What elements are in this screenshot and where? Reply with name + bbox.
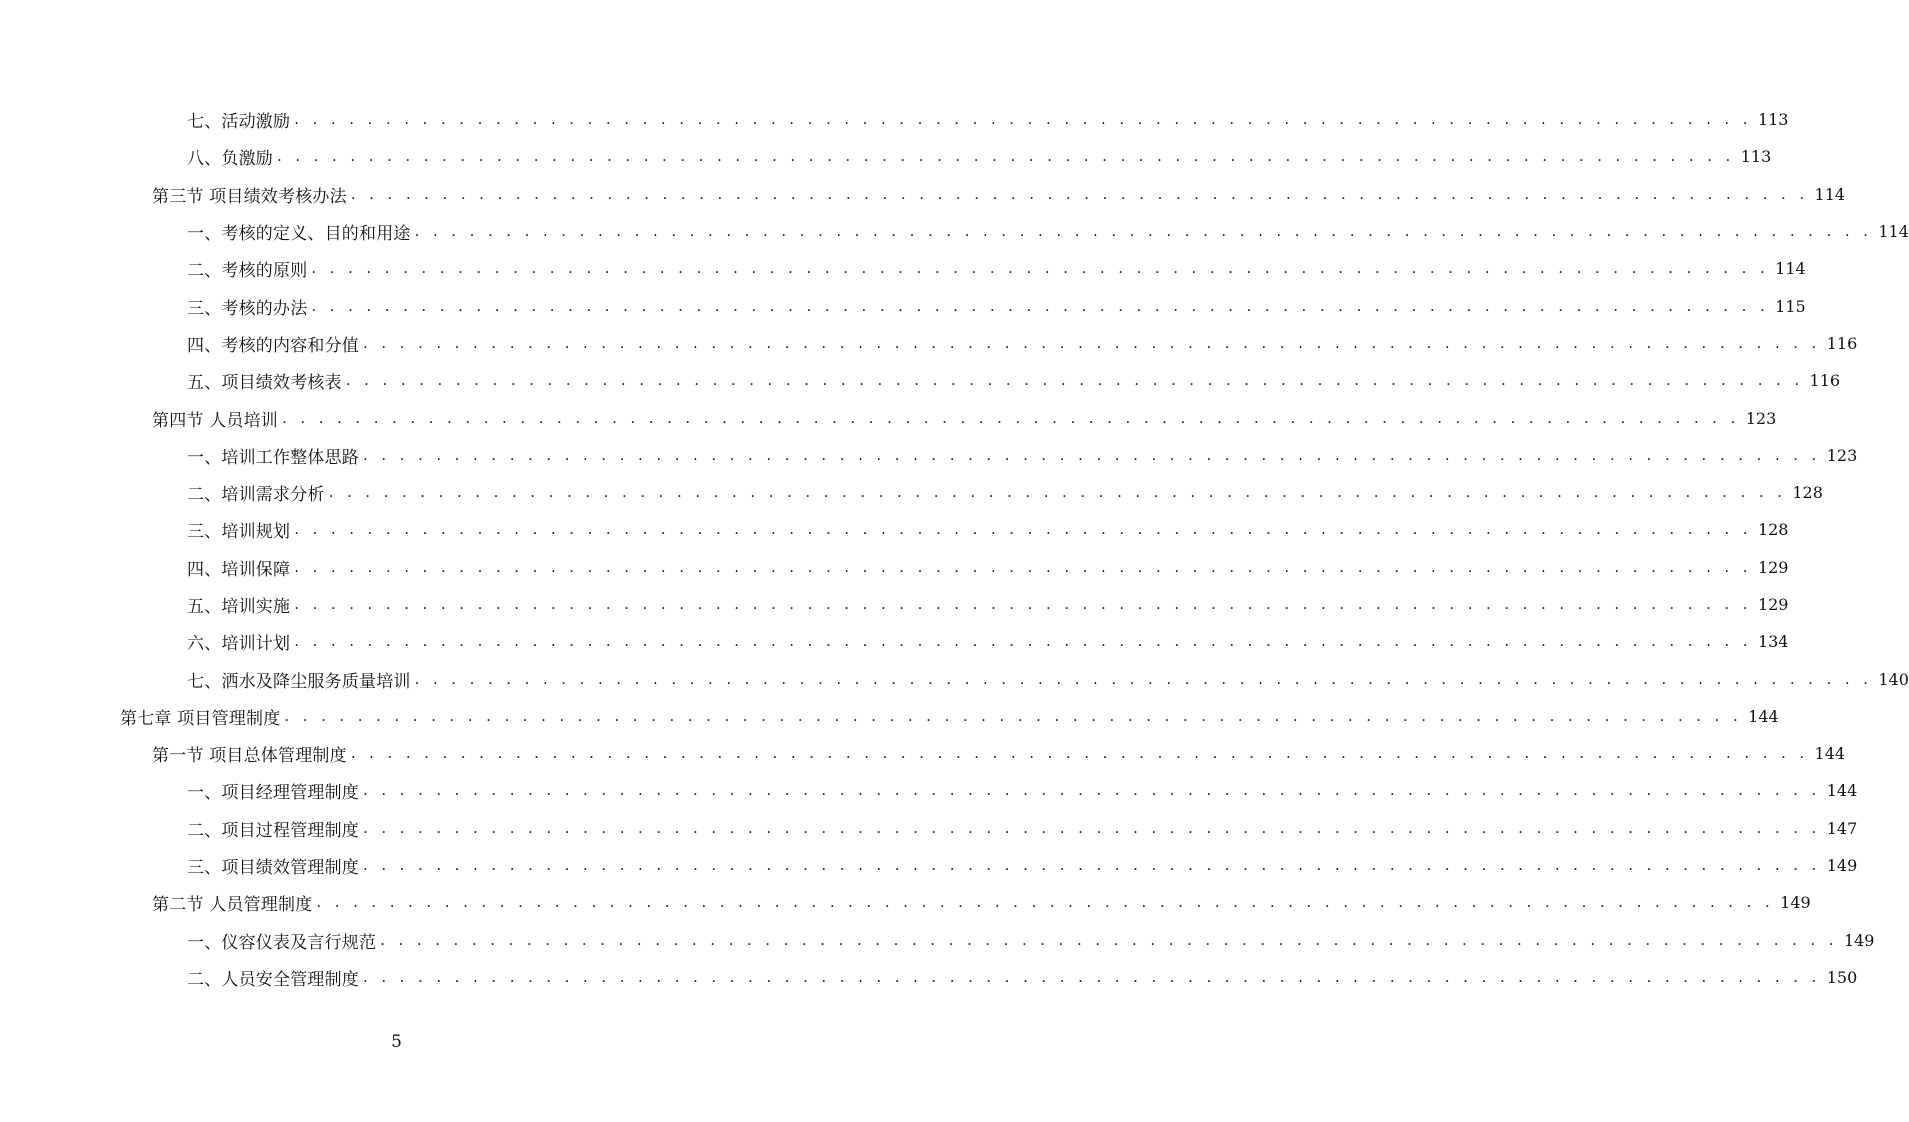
toc-entry-page: 150 xyxy=(1826,967,1858,987)
toc-dot-leader: . . . . . . . . . . . . . . . . . . . . . . . . . . . . . . . . . . . . . . . . . . . . . . . . . . . . . . . . . . . . . . . . . . . . . . . . . . . . . . . . xyxy=(311,259,1770,278)
toc-dot-leader: . . . . . . . . . . . . . . . . . . . . . . . . . . . . . . . . . . . . . . . . . . . . . . . . . . . . . . . . . . . . . . . . . . . . . . . . . . . . . . . . xyxy=(414,222,1873,241)
page-number: 5 xyxy=(391,1032,402,1052)
toc-entry[interactable] xyxy=(0,325,1858,362)
toc-dot-leader: . . . . . . . . . . . . . . . . . . . . . . . . . . . . . . . . . . . . . . . . . . . . . . . . . . . . . . . . . . . . . . . . . . . . . . . . . . . . . . . . xyxy=(284,706,1743,725)
toc-entry-page: 144 xyxy=(1748,706,1779,726)
toc-entry-title: 第一节 项目总体管理制度 xyxy=(152,746,347,767)
toc-entry-title: 一、仪容仪表及言行规范 xyxy=(187,932,377,953)
toc-entry-page: 116 xyxy=(1809,371,1841,391)
toc-entry[interactable] xyxy=(0,810,1858,847)
toc-entry[interactable] xyxy=(0,884,1811,921)
toc-entry[interactable] xyxy=(0,549,1789,586)
toc-entry[interactable] xyxy=(0,772,1858,809)
toc-dot-leader: . . . . . . . . . . . . . . . . . . . . . . . . . . . . . . . . . . . . . . . . . . . . . . . . . . . . . . . . . . . . . . . . . . . . . . . . . . . . . . . . xyxy=(380,930,1838,949)
toc-dot-leader: . . . . . . . . . . . . . . . . . . . . . . . . . . . . . . . . . . . . . . . . . . . . . . . . . . . . . . . . . . . . . . . . . . . . . . . . . . . . . . . . xyxy=(350,744,1809,763)
toc-entry[interactable] xyxy=(0,511,1789,548)
toc-dot-leader: . . . . . . . . . . . . . . . . . . . . . . . . . . . . . . . . . . . . . . . . . . . . . . . . . . . . . . . . . . . . . . . . . . . . . . . . . . . . . . . . xyxy=(363,818,1821,837)
toc-entry-title: 第四节 人员培训 xyxy=(152,410,279,431)
toc-entry-title: 四、培训保障 xyxy=(187,559,291,580)
toc-entry[interactable] xyxy=(0,213,1909,250)
toc-entry[interactable] xyxy=(0,623,1789,660)
toc-entry-title: 三、项目绩效管理制度 xyxy=(187,858,359,879)
toc-dot-leader: . . . . . . . . . . . . . . . . . . . . . . . . . . . . . . . . . . . . . . . . . . . . . . . . . . . . . . . . . . . . . . . . . . . . . . . . . . . . . . . . xyxy=(363,856,1821,875)
toc-entry-title: 一、培训工作整体思路 xyxy=(187,447,359,468)
table-of-contents xyxy=(0,101,1909,996)
toc-dot-leader: . . . . . . . . . . . . . . . . . . . . . . . . . . . . . . . . . . . . . . . . . . . . . . . . . . . . . . . . . . . . . . . . . . . . . . . . . . . . . . . . xyxy=(414,669,1873,688)
toc-entry-title: 六、培训计划 xyxy=(187,634,291,655)
toc-entry[interactable] xyxy=(0,250,1806,287)
toc-entry-page: 115 xyxy=(1775,296,1806,316)
toc-dot-leader: . . . . . . . . . . . . . . . . . . . . . . . . . . . . . . . . . . . . . . . . . . . . . . . . . . . . . . . . . . . . . . . . . . . . . . . . . . . . . . . . xyxy=(282,408,1740,427)
toc-entry[interactable] xyxy=(0,474,1823,511)
toc-dot-leader: . . . . . . . . . . . . . . . . . . . . . . . . . . . . . . . . . . . . . . . . . . . . . . . . . . . . . . . . . . . . . . . . . . . . . . . . . . . . . . . . xyxy=(363,333,1821,352)
toc-entry-title: 五、项目绩效考核表 xyxy=(187,373,342,394)
toc-entry-title: 三、培训规划 xyxy=(187,522,291,543)
toc-entry-title: 一、考核的定义、目的和用途 xyxy=(187,224,411,245)
toc-entry-title: 三、考核的办法 xyxy=(187,298,308,319)
toc-dot-leader: . . . . . . . . . . . . . . . . . . . . . . . . . . . . . . . . . . . . . . . . . . . . . . . . . . . . . . . . . . . . . . . . . . . . . . . . . . . . . . . . xyxy=(294,557,1752,576)
toc-entry-title: 八、负激励 xyxy=(187,149,273,170)
toc-entry[interactable] xyxy=(0,959,1858,996)
toc-dot-leader: . . . . . . . . . . . . . . . . . . . . . . . . . . . . . . . . . . . . . . . . . . . . . . . . . . . . . . . . . . . . . . . . . . . . . . . . . . . . . . . . xyxy=(316,893,1775,912)
toc-entry-page: 149 xyxy=(1780,893,1811,913)
toc-entry-page: 113 xyxy=(1757,110,1789,130)
toc-entry[interactable] xyxy=(0,660,1909,697)
toc-entry-page: 128 xyxy=(1757,520,1789,540)
toc-dot-leader: . . . . . . . . . . . . . . . . . . . . . . . . . . . . . . . . . . . . . . . . . . . . . . . . . . . . . . . . . . . . . . . . . . . . . . . . . . . . . . . . xyxy=(350,184,1809,203)
toc-entry-title: 二、人员安全管理制度 xyxy=(187,969,359,990)
toc-entry-title: 二、培训需求分析 xyxy=(187,485,325,506)
toc-entry-title: 第三节 项目绩效考核办法 xyxy=(152,186,347,207)
toc-entry[interactable] xyxy=(0,698,1779,735)
toc-entry[interactable] xyxy=(0,176,1846,213)
toc-entry-title: 五、培训实施 xyxy=(187,597,291,617)
toc-dot-leader: . . . . . . . . . . . . . . . . . . . . . . . . . . . . . . . . . . . . . . . . . . . . . . . . . . . . . . . . . . . . . . . . . . . . . . . . . . . . . . . . xyxy=(294,632,1752,651)
toc-entry-title: 第七章 项目管理制度 xyxy=(120,708,281,729)
toc-entry-page: 144 xyxy=(1814,744,1846,764)
toc-dot-leader: . . . . . . . . . . . . . . . . . . . . . . . . . . . . . . . . . . . . . . . . . . . . . . . . . . . . . . . . . . . . . . . . . . . . . . . . . . . . . . . . xyxy=(345,371,1804,390)
toc-dot-leader: . . . . . . . . . . . . . . . . . . . . . . . . . . . . . . . . . . . . . . . . . . . . . . . . . . . . . . . . . . . . . . . . . . . . . . . . . . . . . . . . xyxy=(277,147,1735,166)
toc-entry[interactable] xyxy=(0,138,1772,175)
toc-dot-leader: . . . . . . . . . . . . . . . . . . . . . . . . . . . . . . . . . . . . . . . . . . . . . . . . . . . . . . . . . . . . . . . . . . . . . . . . . . . . . . . . xyxy=(311,296,1770,315)
toc-entry-page: 149 xyxy=(1843,930,1875,950)
toc-entry-page: 144 xyxy=(1826,781,1858,801)
toc-entry-page: 128 xyxy=(1792,483,1823,503)
toc-entry-title: 二、考核的原则 xyxy=(187,261,308,282)
toc-entry[interactable] xyxy=(0,586,1789,623)
toc-entry-title: 七、洒水及降尘服务质量培训 xyxy=(187,671,411,692)
toc-entry-title: 二、项目过程管理制度 xyxy=(187,820,359,841)
toc-dot-leader: . . . . . . . . . . . . . . . . . . . . . . . . . . . . . . . . . . . . . . . . . . . . . . . . . . . . . . . . . . . . . . . . . . . . . . . . . . . . . . . . xyxy=(363,781,1821,800)
toc-entry[interactable] xyxy=(0,101,1789,138)
toc-entry[interactable] xyxy=(0,287,1806,324)
toc-dot-leader: . . . . . . . . . . . . . . . . . . . . . . . . . . . . . . . . . . . . . . . . . . . . . . . . . . . . . . . . . . . . . . . . . . . . . . . . . . . . . . . . xyxy=(294,520,1752,539)
toc-entry[interactable] xyxy=(0,437,1858,474)
toc-entry-title: 四、考核的内容和分值 xyxy=(187,335,359,356)
toc-dot-leader: . . . . . . . . . . . . . . . . . . . . . . . . . . . . . . . . . . . . . . . . . . . . . . . . . . . . . . . . . . . . . . . . . . . . . . . . . . . . . . . . xyxy=(363,967,1821,986)
toc-dot-leader: . . . . . . . . . . . . . . . . . . . . . . . . . . . . . . . . . . . . . . . . . . . . . . . . . . . . . . . . . . . . . . . . . . . . . . . . . . . . . . . . xyxy=(294,595,1752,613)
toc-entry-title: 第二节 人员管理制度 xyxy=(152,895,313,916)
toc-entry-page: 114 xyxy=(1775,259,1806,279)
toc-entry[interactable] xyxy=(0,735,1846,772)
toc-entry-title: 一、项目经理管理制度 xyxy=(187,783,359,804)
toc-dot-leader: . . . . . . . . . . . . . . . . . . . . . . . . . . . . . . . . . . . . . . . . . . . . . . . . . . . . . . . . . . . . . . . . . . . . . . . . . . . . . . . . xyxy=(294,110,1752,129)
toc-entry[interactable] xyxy=(0,399,1777,436)
toc-dot-leader: . . . . . . . . . . . . . . . . . . . . . . . . . . . . . . . . . . . . . . . . . . . . . . . . . . . . . . . . . . . . . . . . . . . . . . . . . . . . . . . . xyxy=(363,445,1821,464)
toc-entry-page: 129 xyxy=(1757,557,1789,577)
toc-entry-page: 149 xyxy=(1826,856,1858,876)
toc-entry-page: 129 xyxy=(1757,595,1789,614)
toc-entry-page: 123 xyxy=(1745,408,1777,428)
toc-dot-leader: . . . . . . . . . . . . . . . . . . . . . . . . . . . . . . . . . . . . . . . . . . . . . . . . . . . . . . . . . . . . . . . . . . . . . . . . . . . . . . . . xyxy=(328,483,1787,502)
toc-entry-title: 七、活动激励 xyxy=(187,112,291,133)
toc-entry-page: 113 xyxy=(1740,147,1772,167)
toc-entry-page: 116 xyxy=(1826,333,1858,353)
toc-entry-page: 123 xyxy=(1826,445,1858,465)
toc-entry-page: 134 xyxy=(1757,632,1789,652)
toc-entry-page: 147 xyxy=(1826,818,1858,838)
toc-entry-page: 114 xyxy=(1878,222,1909,242)
toc-entry[interactable] xyxy=(0,362,1841,399)
toc-entry-page: 140 xyxy=(1878,669,1909,689)
toc-entry-page: 114 xyxy=(1814,184,1846,204)
toc-entry[interactable] xyxy=(0,922,1875,959)
toc-entry[interactable] xyxy=(0,847,1858,884)
